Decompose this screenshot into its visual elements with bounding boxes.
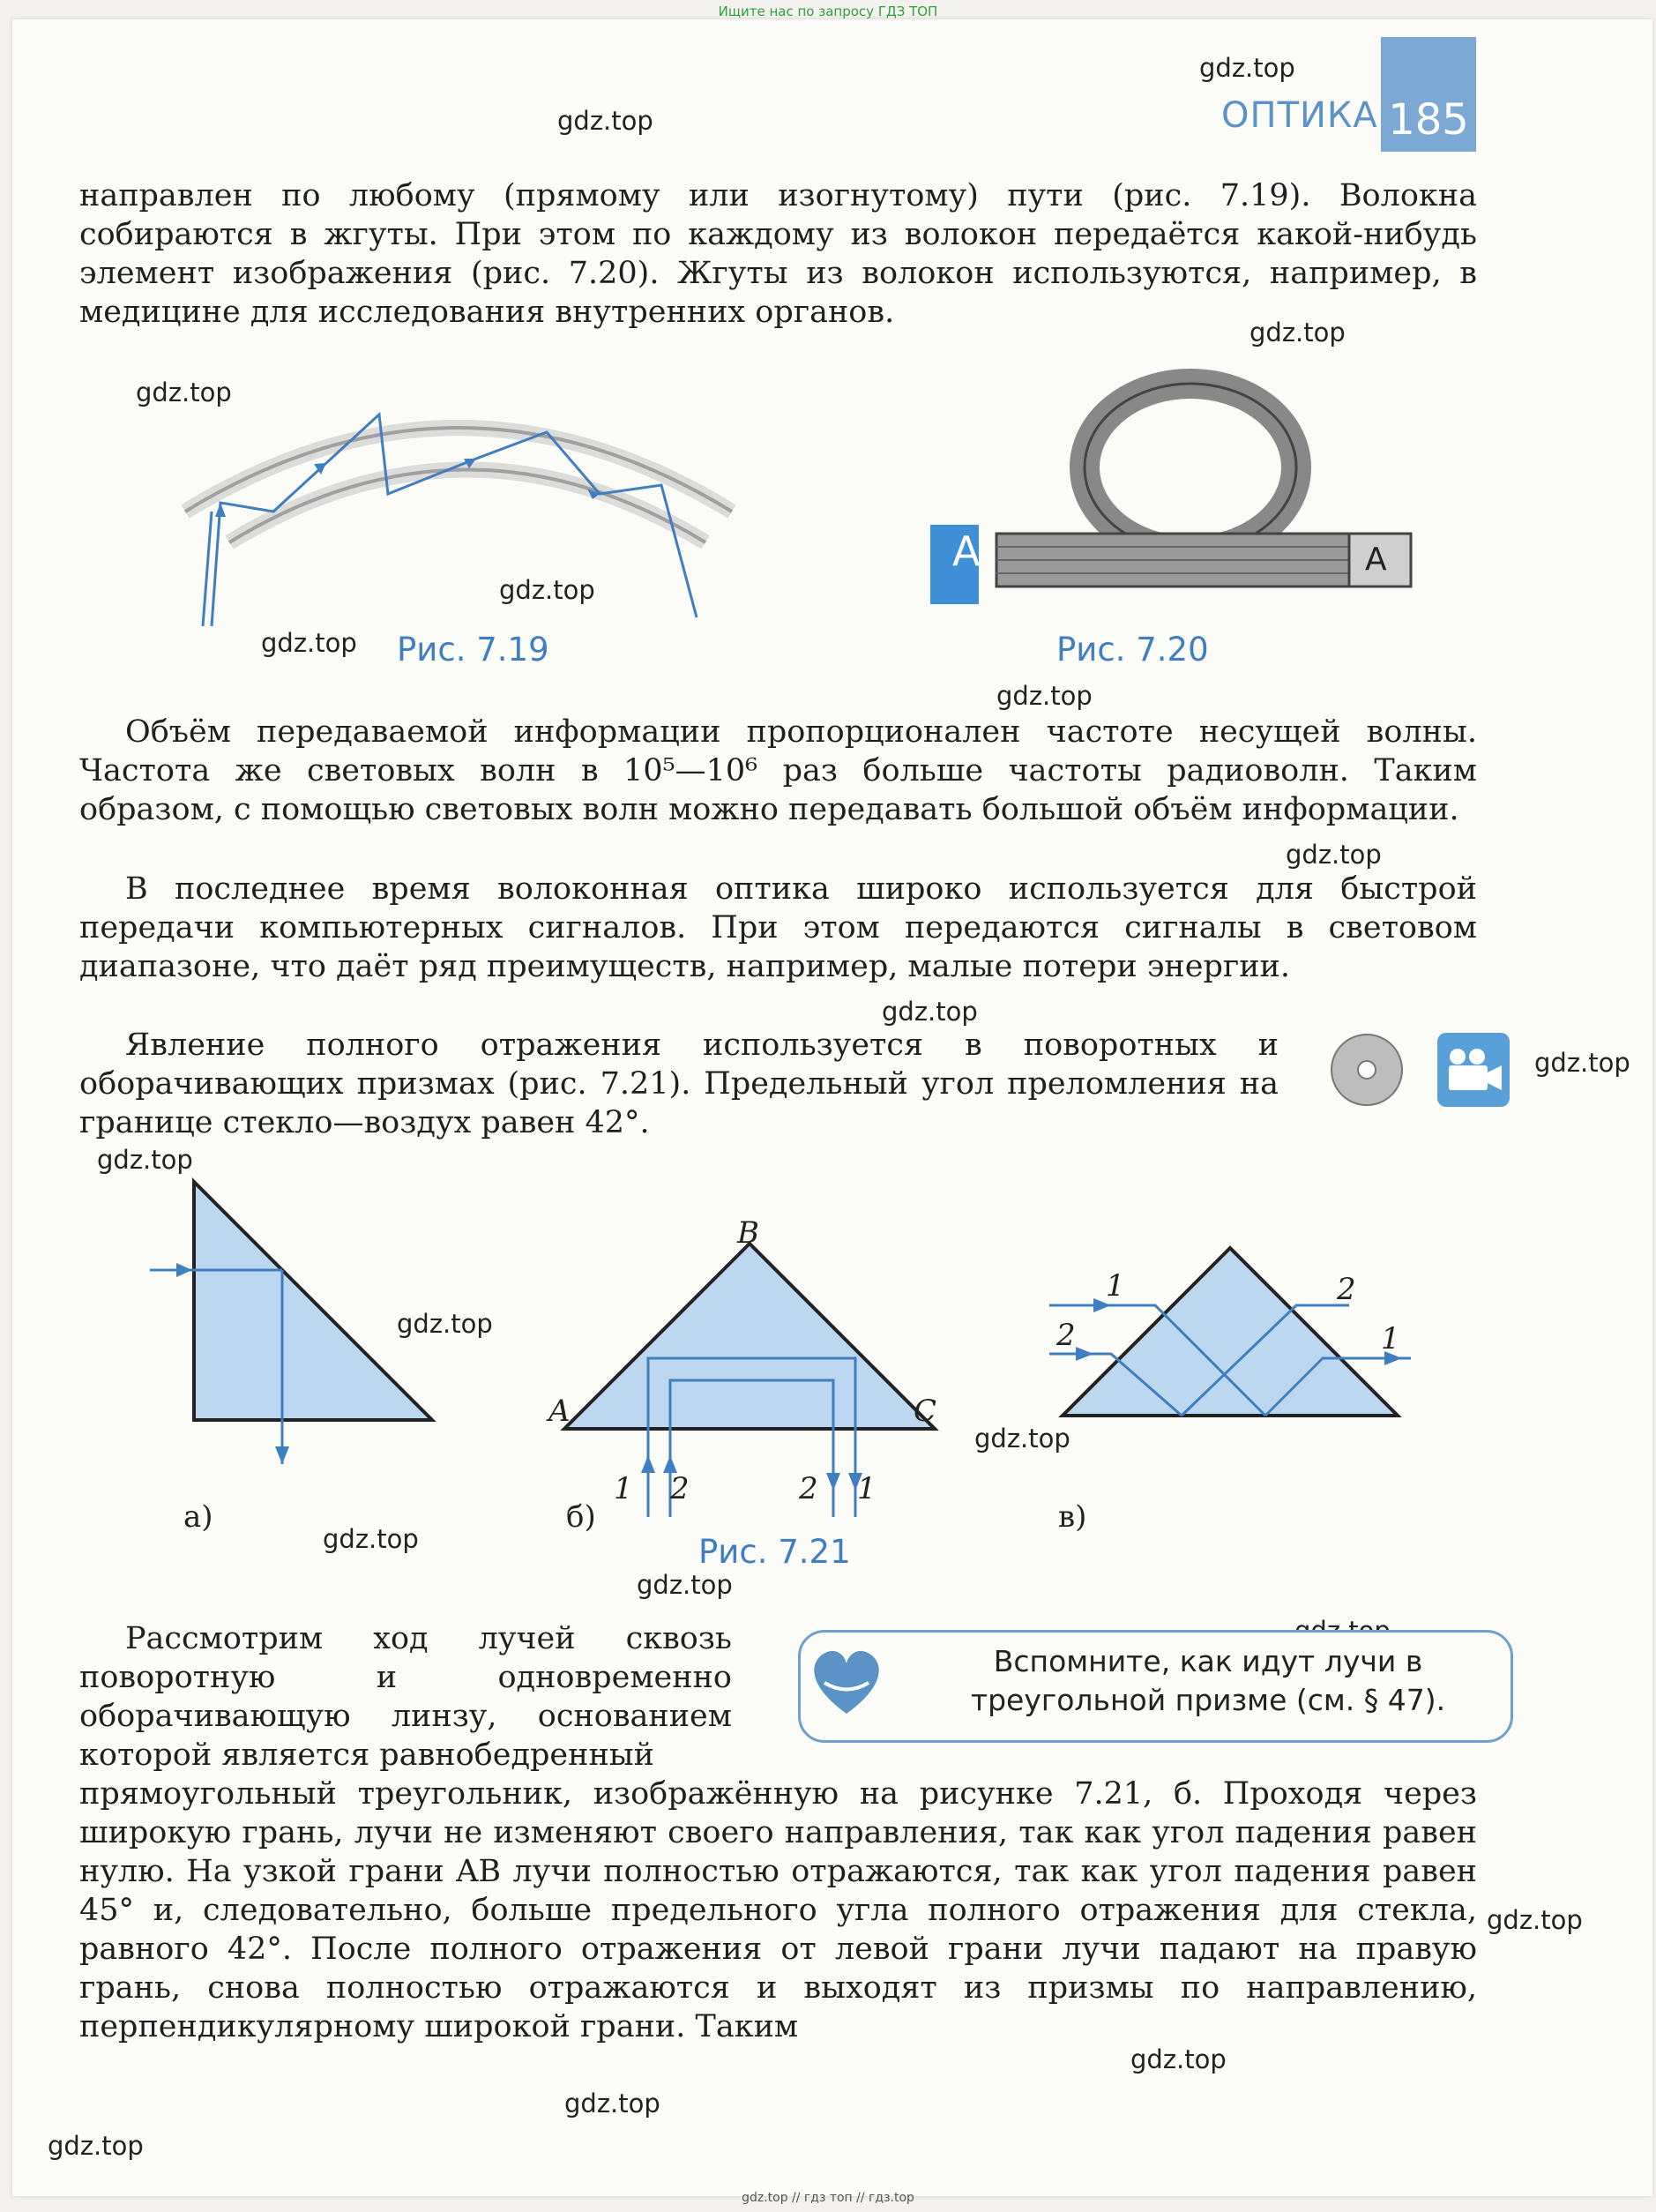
paragraph-5: Рассмотрим ход лучей сквозь поворотную и одновременно оборачивающую линзу, основанием которой является равнобедренный	[79, 1621, 732, 1773]
watermark: gdz.top	[1130, 2044, 1227, 2074]
watermark: gdz.top	[1487, 1905, 1583, 1935]
watermark: gdz.top	[136, 377, 232, 407]
watermark: gdz.top	[1534, 1048, 1630, 1078]
sub-label-v: в)	[1058, 1499, 1087, 1535]
watermark: gdz.top	[97, 1145, 193, 1175]
watermark: gdz.top	[974, 1424, 1070, 1453]
figure-7-20-bundle	[926, 370, 1420, 626]
figure-7-19-caption: Рис. 7.19	[397, 631, 549, 669]
page-number: 185	[1381, 37, 1476, 152]
watermark: gdz.top	[637, 1570, 733, 1600]
watermark: gdz.top	[564, 2089, 660, 2119]
heart-hand-icon	[798, 1630, 895, 1737]
paragraph-1: направлен по любому (прямому или изогнутому) пути (рис. 7.19). Волокна собираются в жгуты. При этом по каждому из волокон передаётся какой-нибудь элемент изображения (рис. 7.20). Жгуты из волокон используются, например, в медицине для исследования внутренних органов.	[79, 178, 1477, 330]
vertex-C: C	[914, 1394, 937, 1429]
figure-7-21a	[150, 1182, 450, 1473]
watermark: gdz.top	[557, 106, 653, 136]
figure-7-20-caption: Рис. 7.20	[1056, 631, 1209, 669]
watermark: gdz.top	[1199, 53, 1295, 83]
ray-label-v-1-out: 1	[1381, 1321, 1400, 1356]
watermark: gdz.top	[499, 575, 595, 605]
paragraph-3: В последнее время волоконная оптика широко используется для быстрой передачи компьютерных сигналов. При этом передаются сигналы в световом диапазоне, что даёт ряд преимуществ, например, малые потери энергии.	[79, 871, 1477, 984]
watermark: gdz.top	[397, 1309, 493, 1339]
watermark: gdz.top	[1249, 318, 1346, 347]
media-icons	[1327, 1030, 1521, 1110]
bottom-banner[interactable]: gdz.top // гдз топ // гдз.top	[742, 2191, 914, 2205]
remember-text: Вспомните, как идут лучи в треугольной призме (см. § 47).	[970, 1644, 1446, 1717]
ray-label-1: 1	[614, 1471, 633, 1506]
figure-7-19-fiber	[185, 379, 732, 635]
figure-7-21v	[1049, 1244, 1411, 1420]
ray-label-1-out: 1	[857, 1471, 876, 1506]
watermark: gdz.top	[996, 681, 1093, 711]
watermark: gdz.top	[882, 997, 978, 1027]
figure-7-20-letter-left: A	[952, 527, 981, 575]
sub-label-a: а)	[183, 1499, 213, 1535]
watermark: gdz.top	[323, 1524, 419, 1554]
paragraph-6: прямоугольный треугольник, изображённую на рисунке 7.21, б. Проходя через широкую грань, лучи не изменяют своего направления, так как угол падения равен нулю. На узкой грани AB лучи полностью отражаются, так как угол падения равен 45° и, следовательно, больше предельного угла полного отражения для стекла, равного 42°. После полного отражения от левой грани лучи падают на правую грань, снова полностью отражаются и выходят из призмы по направлению, перпендикулярному широкой грани. Таким	[79, 1776, 1477, 2044]
paragraph-4: Явление полного отражения используется в поворотных и оборачивающих призмах (рис. 7.21). Предельный угол преломления на границе стекло—воздух равен 42°.	[79, 1028, 1279, 1140]
ray-label-2-out: 2	[799, 1471, 818, 1506]
ray-label-2: 2	[670, 1471, 690, 1506]
watermark: gdz.top	[1286, 840, 1382, 870]
ray-label-v-2-in: 2	[1056, 1318, 1076, 1353]
top-banner[interactable]: Ищите нас по запросу ГДЗ ТОП	[718, 4, 938, 19]
vertex-B: B	[737, 1215, 759, 1251]
ray-label-v-2: 2	[1337, 1272, 1356, 1307]
watermark: gdz.top	[48, 2131, 144, 2161]
sub-label-b: б)	[566, 1499, 596, 1535]
ray-label-v-1: 1	[1106, 1268, 1125, 1304]
watermark: gdz.top	[261, 628, 357, 658]
figure-7-20-letter-right: A	[1365, 542, 1387, 578]
paragraph-2: Объём передаваемой информации пропорционален частоте несущей волны. Частота же световых волн в 10⁵—10⁶ раз больше частоты радиоволн. Таким образом, с помощью световых волн можно передавать большой объём информации.	[79, 714, 1477, 827]
section-title: ОПТИКА	[1221, 95, 1378, 136]
figure-7-21-caption: Рис. 7.21	[698, 1533, 851, 1571]
vertex-A: A	[548, 1394, 571, 1429]
